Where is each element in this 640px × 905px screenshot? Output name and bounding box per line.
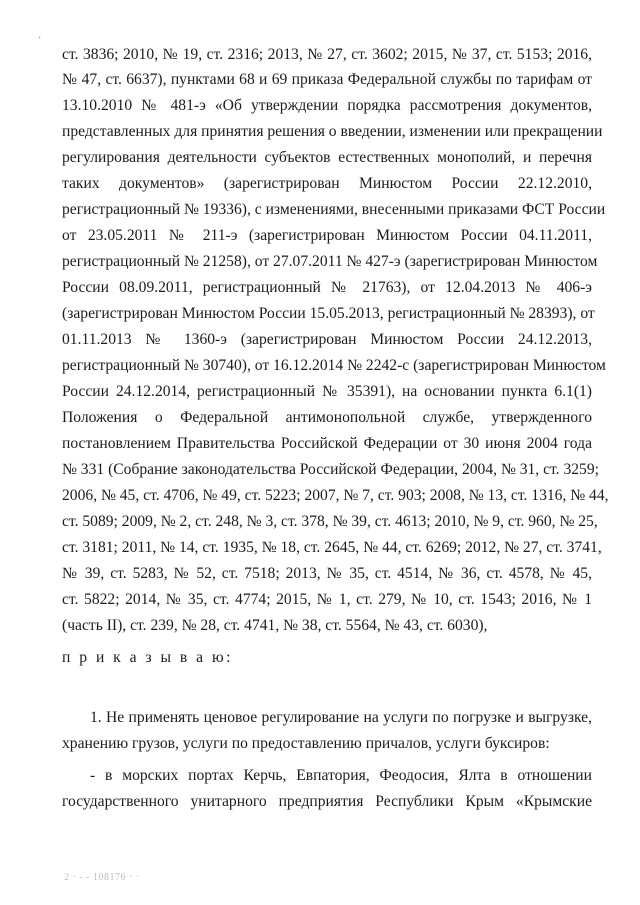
text-line: № 47, ст. 6637), пунктами 68 и 69 приказа Федеральной службы по тарифам от [62, 71, 592, 88]
text-line: (зарегистрирован Минюстом России 15.05.2013, регистрационный № 28393), от [62, 305, 595, 322]
text-line: представленных для принятия решения о введении, изменении или прекращении [62, 123, 603, 140]
text-line: № 39, ст. 5283, № 52, ст. 7518; 2013, № 35, ст. 4514, № 36, ст. 4578, № 45, [62, 565, 592, 582]
order-word: п р и к а з ы в а ю: [62, 649, 233, 666]
text-line: 2006, № 45, ст. 4706, № 49, ст. 5223; 2007, № 7, ст. 903; 2008, № 13, ст. 1316, № 44, [62, 487, 609, 504]
text-line: 13.10.2010 № 481-э «Об утверждении порядка рассмотрения документов, [62, 97, 592, 114]
text-line: ст. 5822; 2014, № 35, ст. 4774; 2015, № 1, ст. 279, № 10, ст. 1543; 2016, № 1 [62, 591, 592, 608]
text-line: постановлением Правительства Российской Федерации от 30 июня 2004 года [62, 435, 592, 452]
footer-doc-code: 2 · - - 108176 · · [64, 872, 140, 883]
text-line: регистрационный № 30740), от 16.12.2014 № 2242-с (зарегистрирован Минюстом [62, 357, 606, 374]
text-line: таких документов» (зарегистрирован Минюстом России 22.12.2010, [62, 175, 592, 192]
text-line: России 24.12.2014, регистрационный № 35391), на основании пункта 6.1(1) [62, 383, 592, 400]
text-line: 01.11.2013 № 1360-э (зарегистрирован Минюстом России 24.12.2013, [62, 331, 592, 348]
text-line: регистрационный № 19336), с изменениями, внесенными приказами ФСТ России [62, 201, 606, 218]
text-line: (часть II), ст. 239, № 28, ст. 4741, № 38, ст. 5564, № 43, ст. 6030), [62, 617, 488, 634]
item-1-line-2: хранению грузов, услуги по предоставлению причалов, услуги буксиров: [62, 735, 550, 752]
text-line: ст. 3181; 2011, № 14, ст. 1935, № 18, ст. 2645, № 44, ст. 6269; 2012, № 27, ст. 3741, [62, 539, 602, 556]
item-1-line-1: 1. Не применять ценовое регулирование на услуги по погрузке и выгрузке, [90, 709, 592, 726]
scan-mark: · [38, 33, 42, 44]
text-line: России 08.09.2011, регистрационный № 21763), от 12.04.2013 № 406-э [62, 279, 592, 296]
text-line: № 331 (Собрание законодательства Российской Федерации, 2004, № 31, ст. 3259; [62, 461, 599, 478]
text-line: ст. 5089; 2009, № 2, ст. 248, № 3, ст. 378, № 39, ст. 4613; 2010, № 9, ст. 960, № 25, [62, 513, 598, 530]
text-line: от 23.05.2011 № 211-э (зарегистрирован Минюстом России 04.11.2011, [62, 227, 592, 244]
text-line: регистрационный № 21258), от 27.07.2011 № 427-э (зарегистрирован Минюстом [62, 253, 598, 270]
text-line: ст. 3836; 2010, № 19, ст. 2316; 2013, № 27, ст. 3602; 2015, № 37, ст. 5153; 2016, [62, 46, 592, 63]
bullet-line-1: - в морских портах Керчь, Евпатория, Феодосия, Ялта в отношении [90, 767, 592, 784]
text-line: регулирования деятельности субъектов естественных монополий, и перечня [62, 149, 592, 166]
text-line: Положения о Федеральной антимонопольной службе, утвержденного [62, 409, 592, 426]
bullet-line-2: государственного унитарного предприятия Республики Крым «Крымские [62, 793, 592, 810]
